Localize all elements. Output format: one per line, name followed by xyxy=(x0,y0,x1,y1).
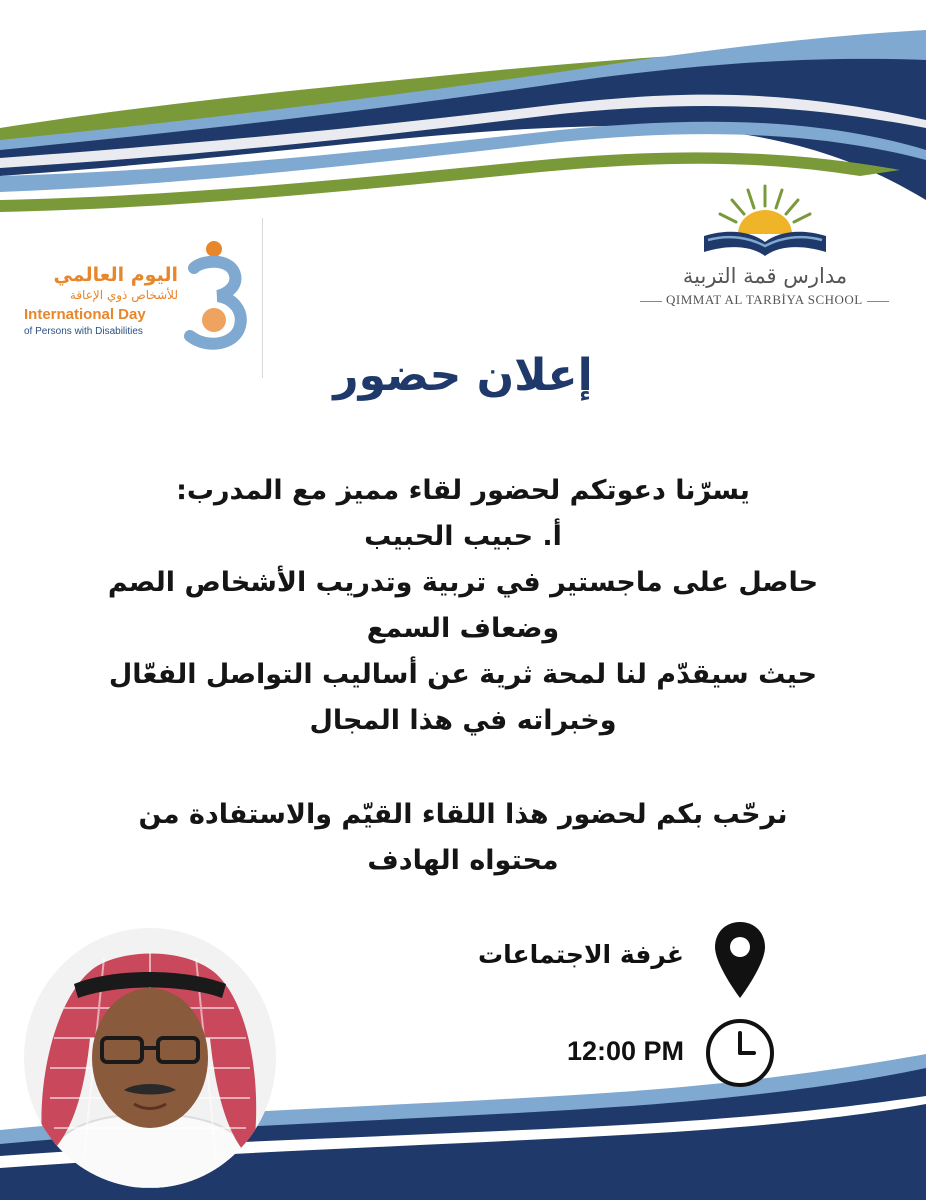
trainer-name: أ. حبيب الحبيب xyxy=(364,521,562,552)
location-text: غرفة الاجتماعات xyxy=(477,940,684,969)
session-description-line: حيث سيقدّم لنا لمحة ثرية عن أساليب التواصل الفعّال xyxy=(108,659,818,690)
idpd-english-subtitle: of Persons with Disabilities xyxy=(24,326,143,337)
clock-icon xyxy=(704,1017,776,1089)
idpd-arabic-subtitle: للأشخاص ذوي الإعاقة xyxy=(69,288,178,302)
location-pin-icon xyxy=(712,920,768,1000)
idpd-english-title: International Day xyxy=(24,306,146,323)
invitation-line: يسرّنا دعوتكم لحضور لقاء مميز مع المدرب: xyxy=(176,475,750,506)
idpd-logo xyxy=(20,240,250,350)
idpd-arabic-title: اليوم العالمي xyxy=(53,264,178,286)
school-logo-emblem xyxy=(690,178,840,268)
welcome-line: نرحّب بكم لحضور هذا اللقاء القيّم والاستفادة من xyxy=(138,799,788,830)
school-arabic-name: مدارس قمة التربية xyxy=(682,264,848,288)
session-description-line: وخبراته في هذا المجال xyxy=(309,705,617,736)
trainer-photo xyxy=(24,928,276,1188)
trainer-qualification-line: حاصل على ماجستير في تربية وتدريب الأشخاص الصم xyxy=(107,567,819,598)
idpd-three-emblem xyxy=(182,240,252,350)
invitation-body xyxy=(0,468,926,884)
time-text: 12:00 PM xyxy=(566,1036,684,1066)
trainer-qualification-line: وضعاف السمع xyxy=(366,613,560,644)
welcome-line: محتواه الهادف xyxy=(367,845,559,876)
school-english-name: QIMMAT AL TARBİYA SCHOOL xyxy=(636,292,892,308)
announcement-title: إعلان حضور xyxy=(333,350,593,401)
